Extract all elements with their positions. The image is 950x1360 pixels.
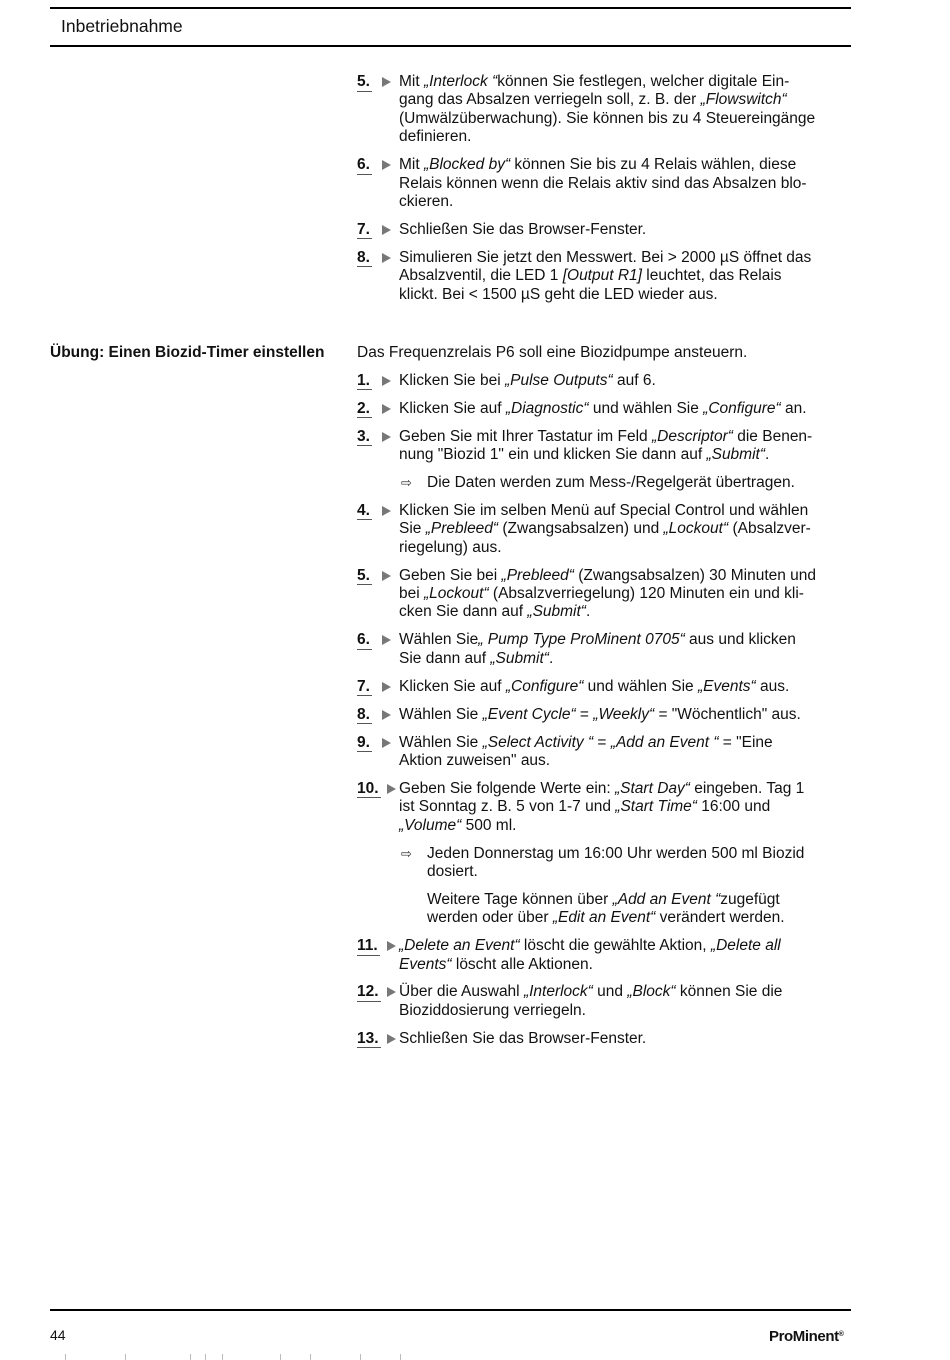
step-number	[357, 1030, 393, 1049]
step-text: Geben Sie bei „Prebleed“ (Zwangsabsalzen) 30 Minuten und bei „Lockout“ (Absalzverriegelung) 120 Minuten ein und kli- cken Sie dann auf „Submit“.	[399, 566, 817, 621]
step-number	[357, 249, 393, 268]
step-number-label: 7.	[357, 220, 370, 238]
step-number	[357, 502, 393, 521]
step-item	[357, 73, 857, 147]
result-arrow-icon: ⇨	[401, 475, 412, 491]
step-number-label: 11.	[357, 937, 378, 955]
step-number	[357, 937, 393, 956]
step-number-label: 8.	[357, 248, 370, 266]
step-number-label: 9.	[357, 733, 370, 751]
footer-rule	[50, 1309, 851, 1311]
step-number-label: 12.	[357, 983, 379, 1001]
step-text: Wählen Sie „Select Activity “ = „Add an Event “ = "Eine Aktion zuweisen" aus.	[399, 733, 773, 769]
step-item	[357, 983, 857, 1020]
step-item	[357, 937, 857, 974]
scan-mark	[222, 1354, 223, 1360]
triangle-right-icon	[382, 738, 391, 748]
page-title: Inbetriebnahme	[61, 16, 183, 36]
step-item	[357, 734, 857, 771]
triangle-right-icon	[382, 571, 391, 581]
step-item	[357, 372, 857, 390]
triangle-right-icon	[387, 941, 396, 951]
result-text: Jeden Donnerstag um 16:00 Uhr werden 500 ml Biozid dosiert.	[427, 844, 805, 880]
scan-mark	[65, 1354, 66, 1360]
step-number-label: 5.	[357, 73, 370, 90]
header-bottom-rule	[50, 45, 851, 47]
step-number-label: 6.	[357, 156, 370, 174]
step-text: Mit „Blocked by“ können Sie bis zu 4 Relais wählen, diese Relais können wenn die Relais aktiv sind das Absalzen blo- ckieren.	[399, 156, 807, 210]
biocide-step-list	[357, 372, 857, 1048]
triangle-right-icon	[382, 710, 391, 720]
result-arrow-icon: ⇨	[401, 845, 412, 861]
result-text: Die Daten werden zum Mess-/Regelgerät übertragen.	[427, 474, 795, 492]
step-number	[357, 428, 393, 447]
step-text: Schließen Sie das Browser-Fenster.	[399, 220, 647, 238]
step-number	[357, 706, 393, 725]
step-text: Wählen Sie„ Pump Type ProMinent 0705“ aus und klicken Sie dann auf „Submit“.	[399, 631, 796, 667]
scan-mark	[360, 1354, 361, 1360]
step-item	[357, 221, 857, 239]
step-number	[357, 780, 393, 799]
step-item	[357, 249, 857, 304]
header-top-rule	[50, 7, 851, 9]
step-number-label: 1.	[357, 371, 370, 389]
step-number	[357, 631, 393, 650]
step-text: Mit „Interlock “können Sie festlegen, welcher digitale Ein- gang das Absalzen verriegeln soll, z. B. der „Flowswitch“ (Umwälzüberwachung). Sie können bis zu 4 Steuereingänge definieren.	[399, 73, 816, 146]
page-number: 44	[50, 1327, 66, 1343]
prominent-logo: ProMinent®	[769, 1328, 844, 1345]
scan-mark	[190, 1354, 191, 1360]
triangle-right-icon	[382, 160, 391, 170]
step-number-label: 5.	[357, 566, 370, 584]
step-item	[357, 502, 857, 557]
scan-mark	[310, 1354, 311, 1360]
triangle-right-icon	[382, 682, 391, 692]
step-item	[357, 631, 857, 668]
step-number-label: 6.	[357, 631, 370, 649]
step-text: Klicken Sie auf „Diagnostic“ und wählen Sie „Configure“ an.	[399, 399, 807, 417]
step-number-label: 2.	[357, 399, 370, 417]
step-text: Wählen Sie „Event Cycle“ = „Weekly“ = "Wöchentlich" aus.	[399, 705, 801, 723]
step-item	[357, 400, 857, 418]
step-note: Weitere Tage können über „Add an Event “zugefügt werden oder über „Edit an Event“ verändert werden.	[427, 890, 785, 927]
triangle-right-icon	[382, 635, 391, 645]
step-result	[357, 845, 857, 882]
triangle-right-icon	[382, 253, 391, 263]
step-item	[357, 428, 857, 465]
step-number-label: 7.	[357, 677, 370, 695]
step-number	[357, 372, 393, 391]
triangle-right-icon	[387, 1034, 396, 1044]
step-text: Simulieren Sie jetzt den Messwert. Bei > 2000 µS öffnet das Absalzventil, die LED 1 [Output R1] leuchtet, das Relais klickt. Bei < 1500 µS geht die LED wieder aus.	[399, 248, 812, 303]
step-number	[357, 400, 393, 419]
step-number	[357, 734, 393, 753]
step-number	[357, 983, 393, 1002]
step-text: Geben Sie mit Ihrer Tastatur im Feld „Descriptor“ die Benen- nung "Biozid 1" ein und klicken Sie dann auf „Submit“.	[399, 427, 813, 464]
step-text: „Delete an Event“ löscht die gewählte Aktion, „Delete all Events“ löscht alle Aktionen.	[399, 937, 781, 973]
step-number	[357, 221, 393, 240]
step-number	[357, 678, 393, 697]
scan-mark	[280, 1354, 281, 1360]
step-item	[357, 780, 857, 835]
step-text: Über die Auswahl „Interlock“ und „Block“ können Sie die Bioziddosierung verriegeln.	[399, 983, 783, 1019]
step-number	[357, 73, 393, 92]
triangle-right-icon	[382, 376, 391, 386]
section-intro: Das Frequenzrelais P6 soll eine Biozidpumpe ansteuern.	[357, 344, 748, 361]
scan-mark	[205, 1354, 206, 1360]
step-text: Klicken Sie im selben Menü auf Special Control und wählen Sie „Prebleed“ (Zwangsabsalzen) und „Lockout“ (Absalzver- riegelung) aus.	[399, 501, 811, 556]
step-number-label: 3.	[357, 427, 370, 445]
triangle-right-icon	[382, 225, 391, 235]
step-text: Geben Sie folgende Werte ein: „Start Day“ eingeben. Tag 1 ist Sonntag z. B. 5 von 1-7 und „Start Time“ 16:00 und „Volume“ 500 ml.	[399, 779, 805, 834]
steps-block-interlock	[357, 73, 857, 313]
steps-block-biocide-timer	[357, 344, 857, 1058]
step-number-label: 10.	[357, 779, 379, 797]
triangle-right-icon	[387, 987, 396, 997]
step-number	[357, 156, 393, 175]
triangle-right-icon	[382, 77, 391, 87]
step-number	[357, 567, 393, 586]
step-item	[357, 567, 857, 622]
triangle-right-icon	[387, 784, 396, 794]
step-number-label: 13.	[357, 1029, 379, 1047]
step-text: Klicken Sie auf „Configure“ und wählen Sie „Events“ aus.	[399, 677, 790, 695]
step-item	[357, 156, 857, 211]
step-text: Klicken Sie bei „Pulse Outputs“ auf 6.	[399, 371, 656, 389]
triangle-right-icon	[382, 506, 391, 516]
step-number-label: 4.	[357, 501, 370, 519]
triangle-right-icon	[382, 432, 391, 442]
scan-mark	[400, 1354, 401, 1360]
step-number-label: 8.	[357, 705, 370, 723]
step-result	[357, 474, 857, 492]
step-item	[357, 678, 857, 696]
section-title: Übung: Einen Biozid-Timer einstellen	[50, 344, 325, 361]
scan-mark	[125, 1354, 126, 1360]
step-text: Schließen Sie das Browser-Fenster.	[399, 1029, 647, 1047]
step-item	[357, 1030, 857, 1048]
step-item	[357, 706, 857, 724]
triangle-right-icon	[382, 404, 391, 414]
